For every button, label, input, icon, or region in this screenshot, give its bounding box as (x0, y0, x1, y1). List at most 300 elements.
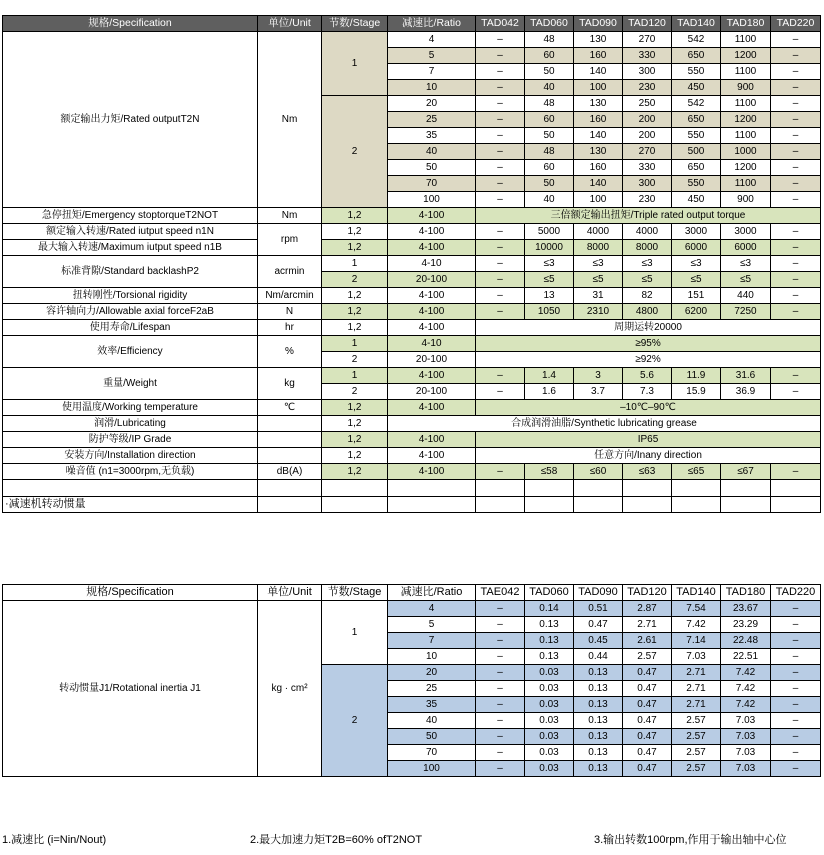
empty-cell (322, 480, 388, 497)
value-cell: – (476, 745, 525, 761)
torque-row (3, 32, 821, 48)
row-label: 防护等级/IP Grade (3, 432, 258, 448)
unit-cell: rpm (258, 224, 322, 256)
row-label: 标准背隙/Standard backlashP2 (3, 256, 258, 288)
value-cell: 15.9 (672, 384, 721, 400)
value-cell: – (476, 713, 525, 729)
value-cell: 1000 (721, 144, 771, 160)
ratio-cell: 70 (388, 176, 476, 192)
value-cell: – (771, 256, 821, 272)
ratio-cell: 10 (388, 649, 476, 665)
install-row (3, 448, 821, 464)
value-cell: ≤58 (525, 464, 574, 480)
value-cell: – (476, 304, 525, 320)
footer-notes (0, 829, 824, 849)
value-cell: 6200 (672, 304, 721, 320)
stage-cell: 2 (322, 272, 388, 288)
value-cell: 450 (672, 192, 721, 208)
value-cell: 7.03 (721, 729, 771, 745)
value-cell: ≤65 (672, 464, 721, 480)
value-cell: 2.71 (672, 665, 721, 681)
ratio-cell: 4-100 (388, 448, 476, 464)
column-header: TAD220 (771, 16, 821, 32)
value-cell: 2310 (574, 304, 623, 320)
value-cell: 22.48 (721, 633, 771, 649)
value-cell: – (771, 745, 821, 761)
stage-cell: 1,2 (322, 240, 388, 256)
value-cell: – (476, 64, 525, 80)
value-cell: 0.03 (525, 665, 574, 681)
value-cell: 8000 (574, 240, 623, 256)
ratio-cell: 4-100 (388, 208, 476, 224)
value-cell: – (476, 288, 525, 304)
value-cell: 0.13 (574, 729, 623, 745)
unit-cell: Nm (258, 208, 322, 224)
value-cell: – (771, 633, 821, 649)
value-cell: 4000 (623, 224, 672, 240)
stage-cell: 1,2 (322, 288, 388, 304)
value-cell: 300 (623, 64, 672, 80)
value-cell: 1.6 (525, 384, 574, 400)
value-cell: – (476, 128, 525, 144)
value-cell: 7.42 (672, 617, 721, 633)
row-label: 安装方向/Installation direction (3, 448, 258, 464)
ratio-cell: 25 (388, 112, 476, 128)
column-header: 节数/Stage (322, 16, 388, 32)
value-cell: 1100 (721, 64, 771, 80)
value-cell: 100 (574, 80, 623, 96)
value-cell: 40 (525, 192, 574, 208)
column-header: 减速比/Ratio (388, 16, 476, 32)
value-cell: – (771, 144, 821, 160)
value-cell: 7.03 (672, 649, 721, 665)
value-cell: 7.42 (721, 665, 771, 681)
section-title: ·减速机转动惯量 (3, 497, 258, 513)
value-cell: 7.42 (721, 697, 771, 713)
value-cell: 50 (525, 64, 574, 80)
noise-row (3, 464, 821, 480)
value-cell: 2.87 (623, 601, 672, 617)
column-header: TAD120 (623, 585, 672, 601)
row-label: 额定输入转速/Rated iutput speed n1N (3, 224, 258, 240)
ratio-cell: 50 (388, 160, 476, 176)
value-cell: 160 (574, 112, 623, 128)
value-cell: – (771, 128, 821, 144)
value-cell: 140 (574, 64, 623, 80)
value-cell: 160 (574, 160, 623, 176)
value-cell: 4000 (574, 224, 623, 240)
value-cell: 650 (672, 112, 721, 128)
value-cell: ≤3 (525, 256, 574, 272)
value-cell: – (476, 160, 525, 176)
unit-cell: hr (258, 320, 322, 336)
empty-cell (721, 480, 771, 497)
max-input-row (3, 240, 821, 256)
value-cell: 7.14 (672, 633, 721, 649)
value-cell: – (771, 729, 821, 745)
value-cell: 2.71 (623, 617, 672, 633)
inertia-table (2, 584, 821, 777)
ratio-cell: 4-100 (388, 288, 476, 304)
ratio-cell: 50 (388, 729, 476, 745)
weight-row (3, 368, 821, 384)
value-cell: 650 (672, 48, 721, 64)
ratio-cell: 4 (388, 32, 476, 48)
ratio-cell: 20-100 (388, 352, 476, 368)
column-header: TAD220 (771, 585, 821, 601)
stage-cell: 1,2 (322, 208, 388, 224)
ratio-cell: 20 (388, 665, 476, 681)
unit-cell: Nm/arcmin (258, 288, 322, 304)
column-header: TAD042 (476, 16, 525, 32)
value-cell: 1100 (721, 96, 771, 112)
merged-value-cell: –10℃–90℃ (476, 400, 821, 416)
ratio-cell: 4-100 (388, 432, 476, 448)
unit-cell: % (258, 336, 322, 368)
value-cell: 22.51 (721, 649, 771, 665)
value-cell: 0.14 (525, 601, 574, 617)
stage-cell: 1,2 (322, 432, 388, 448)
ratio-cell: 4-100 (388, 400, 476, 416)
value-cell: 2.57 (672, 761, 721, 777)
ip-row (3, 432, 821, 448)
ratio-cell: 25 (388, 681, 476, 697)
value-cell: – (476, 224, 525, 240)
backlash-row (3, 256, 821, 272)
value-cell: 0.03 (525, 697, 574, 713)
value-cell: – (771, 96, 821, 112)
column-header: 单位/Unit (258, 585, 322, 601)
ratio-cell: 70 (388, 745, 476, 761)
value-cell: 140 (574, 128, 623, 144)
value-cell: – (771, 160, 821, 176)
ratio-cell: 4-100 (388, 224, 476, 240)
ratio-cell: 40 (388, 713, 476, 729)
value-cell: 130 (574, 32, 623, 48)
value-cell: – (771, 224, 821, 240)
value-cell: 1050 (525, 304, 574, 320)
value-cell: 0.13 (525, 617, 574, 633)
column-header: TAD140 (672, 585, 721, 601)
row-label: 最大输入转速/Maximum iutput speed n1B (3, 240, 258, 256)
value-cell: 7.54 (672, 601, 721, 617)
empty-cell (476, 497, 525, 513)
value-cell: – (771, 240, 821, 256)
ratio-cell: 4-10 (388, 336, 476, 352)
value-cell: ≤5 (525, 272, 574, 288)
merged-value-cell: ≥95% (476, 336, 821, 352)
value-cell: 1100 (721, 32, 771, 48)
ratio-cell: 4-100 (388, 240, 476, 256)
value-cell: 0.47 (623, 713, 672, 729)
stage-cell: 1 (322, 601, 388, 665)
value-cell: 60 (525, 160, 574, 176)
ratio-cell: 35 (388, 697, 476, 713)
value-cell: 7.3 (623, 384, 672, 400)
column-header: 规格/Specification (3, 585, 258, 601)
value-cell: 270 (623, 32, 672, 48)
unit-cell: Nm (258, 32, 322, 208)
value-cell: – (476, 384, 525, 400)
ratio-cell: 20-100 (388, 272, 476, 288)
ratio-cell: 35 (388, 128, 476, 144)
stage-cell: 1 (322, 32, 388, 96)
ratio-cell: 10 (388, 80, 476, 96)
value-cell: 3000 (721, 224, 771, 240)
value-cell: 1100 (721, 176, 771, 192)
value-cell: – (771, 272, 821, 288)
value-cell: 48 (525, 96, 574, 112)
value-cell: 7250 (721, 304, 771, 320)
value-cell: 450 (672, 80, 721, 96)
value-cell: – (476, 633, 525, 649)
value-cell: – (771, 48, 821, 64)
value-cell: 542 (672, 32, 721, 48)
unit-cell: acrmin (258, 256, 322, 288)
value-cell: 7.03 (721, 713, 771, 729)
row-label: 急停扭矩/Emergency stoptorqueT2NOT (3, 208, 258, 224)
empty-cell (525, 497, 574, 513)
value-cell: 2.61 (623, 633, 672, 649)
value-cell: 500 (672, 144, 721, 160)
merged-value-cell: 周期运转20000 (476, 320, 821, 336)
row-label: 扭转刚性/Torsional rigidity (3, 288, 258, 304)
ratio-cell: 5 (388, 617, 476, 633)
value-cell: – (476, 601, 525, 617)
value-cell: 0.03 (525, 745, 574, 761)
axial-row (3, 304, 821, 320)
column-header: TAD090 (574, 16, 623, 32)
value-cell: 2.57 (672, 729, 721, 745)
value-cell: 0.03 (525, 761, 574, 777)
stage-cell: 1,2 (322, 304, 388, 320)
stage-cell: 1,2 (322, 400, 388, 416)
column-header: TAD120 (623, 16, 672, 32)
value-cell: 13 (525, 288, 574, 304)
value-cell: 0.47 (623, 761, 672, 777)
stage-cell: 1,2 (322, 224, 388, 240)
value-cell: – (476, 192, 525, 208)
ratio-cell: 40 (388, 144, 476, 160)
value-cell: 0.13 (574, 761, 623, 777)
value-cell: – (771, 176, 821, 192)
value-cell: 542 (672, 96, 721, 112)
value-cell: 2.71 (672, 697, 721, 713)
header-row (3, 16, 821, 32)
empty-cell (771, 497, 821, 513)
value-cell: – (476, 96, 525, 112)
value-cell: 300 (623, 176, 672, 192)
value-cell: – (771, 80, 821, 96)
stage-cell: 2 (322, 665, 388, 777)
value-cell: – (771, 697, 821, 713)
column-header: TAD180 (721, 16, 771, 32)
empty-cell (322, 497, 388, 513)
life-row (3, 320, 821, 336)
empty-cell (3, 480, 258, 497)
row-label: 噪音值 (n1=3000rpm,无负载) (3, 464, 258, 480)
value-cell: 50 (525, 176, 574, 192)
value-cell: 230 (623, 192, 672, 208)
row-label: 额定输出力矩/Rated outputT2N (3, 32, 258, 208)
value-cell: 36.9 (721, 384, 771, 400)
value-cell: 2.57 (623, 649, 672, 665)
value-cell: – (476, 617, 525, 633)
column-header: TAD140 (672, 16, 721, 32)
value-cell: – (771, 649, 821, 665)
value-cell: – (771, 601, 821, 617)
value-cell: 330 (623, 160, 672, 176)
unit-cell (258, 448, 322, 464)
value-cell: 50 (525, 128, 574, 144)
empty-cell (574, 480, 623, 497)
value-cell: 7.03 (721, 761, 771, 777)
column-header: TAD180 (721, 585, 771, 601)
ratio-cell: 100 (388, 192, 476, 208)
value-cell: 130 (574, 96, 623, 112)
stage-cell: 1,2 (322, 416, 388, 432)
value-cell: 100 (574, 192, 623, 208)
merged-value-cell: 合成润滑油脂/Synthetic lubricating grease (388, 416, 821, 432)
value-cell: 3000 (672, 224, 721, 240)
value-cell: – (771, 368, 821, 384)
value-cell: 0.03 (525, 681, 574, 697)
value-cell: 0.44 (574, 649, 623, 665)
value-cell: 1200 (721, 48, 771, 64)
value-cell: – (771, 112, 821, 128)
unit-cell: kg · cm² (258, 601, 322, 777)
value-cell: ≤5 (672, 272, 721, 288)
column-header: 规格/Specification (3, 16, 258, 32)
value-cell: 0.13 (574, 745, 623, 761)
value-cell: ≤60 (574, 464, 623, 480)
unit-cell (258, 416, 322, 432)
value-cell: 140 (574, 176, 623, 192)
row-label: 使用寿命/Lifespan (3, 320, 258, 336)
value-cell: – (771, 192, 821, 208)
value-cell: – (476, 665, 525, 681)
value-cell: 7.03 (721, 745, 771, 761)
ratio-cell: 20 (388, 96, 476, 112)
value-cell: 330 (623, 48, 672, 64)
value-cell: 1100 (721, 128, 771, 144)
value-cell: 0.51 (574, 601, 623, 617)
section-title-row (3, 497, 821, 513)
value-cell: 2.71 (672, 681, 721, 697)
empty-cell (771, 480, 821, 497)
value-cell: ≤3 (721, 256, 771, 272)
ratio-cell: 4-100 (388, 304, 476, 320)
spec-table (2, 15, 821, 513)
value-cell: 0.13 (525, 633, 574, 649)
merged-value-cell: 任意方向/Inany direction (476, 448, 821, 464)
column-header: 节数/Stage (322, 585, 388, 601)
rigidity-row (3, 288, 821, 304)
stage-cell: 1,2 (322, 320, 388, 336)
value-cell: 6000 (721, 240, 771, 256)
stage-cell: 2 (322, 96, 388, 208)
value-cell: 270 (623, 144, 672, 160)
value-cell: 23.29 (721, 617, 771, 633)
ratio-cell: 100 (388, 761, 476, 777)
value-cell: 440 (721, 288, 771, 304)
value-cell: – (476, 256, 525, 272)
row-label: 润滑/Lubricating (3, 416, 258, 432)
value-cell: ≤5 (721, 272, 771, 288)
value-cell: – (771, 617, 821, 633)
value-cell: 60 (525, 112, 574, 128)
value-cell: – (476, 464, 525, 480)
ratio-cell: 7 (388, 64, 476, 80)
ratio-cell: 7 (388, 633, 476, 649)
value-cell: 5.6 (623, 368, 672, 384)
value-cell: 1200 (721, 160, 771, 176)
lubrication-row (3, 416, 821, 432)
emergency-row (3, 208, 821, 224)
column-header: TAD060 (525, 585, 574, 601)
stage-cell: 1,2 (322, 448, 388, 464)
value-cell: – (771, 384, 821, 400)
column-header: TAD060 (525, 16, 574, 32)
value-cell: – (771, 665, 821, 681)
rated-input-row (3, 224, 821, 240)
ratio-cell: 4-100 (388, 320, 476, 336)
empty-cell (672, 480, 721, 497)
value-cell: – (476, 761, 525, 777)
column-header: TAD090 (574, 585, 623, 601)
stage-cell: 1 (322, 368, 388, 384)
value-cell: 151 (672, 288, 721, 304)
stage-cell: 1,2 (322, 464, 388, 480)
row-label: 使用温度/Working temperature (3, 400, 258, 416)
header-row (3, 585, 821, 601)
empty-cell (476, 480, 525, 497)
value-cell: – (476, 176, 525, 192)
value-cell: 1200 (721, 112, 771, 128)
row-label: 转动惯量J1/Rotational inertia J1 (3, 601, 258, 777)
value-cell: 82 (623, 288, 672, 304)
stage-cell: 2 (322, 352, 388, 368)
value-cell: 23.67 (721, 601, 771, 617)
value-cell: ≤5 (623, 272, 672, 288)
ratio-cell: 20-100 (388, 384, 476, 400)
stage-cell: 1 (322, 256, 388, 272)
ratio-cell: 5 (388, 48, 476, 64)
value-cell: 650 (672, 160, 721, 176)
empty-cell (672, 497, 721, 513)
value-cell: 4800 (623, 304, 672, 320)
value-cell: – (476, 368, 525, 384)
empty-cell (388, 480, 476, 497)
value-cell: 550 (672, 176, 721, 192)
empty-cell (388, 497, 476, 513)
value-cell: – (476, 32, 525, 48)
row-label: 容许轴向力/Allowable axial forceF2aB (3, 304, 258, 320)
value-cell: 0.47 (623, 665, 672, 681)
value-cell: 60 (525, 48, 574, 64)
spacer-row (3, 480, 821, 497)
value-cell: 0.47 (623, 729, 672, 745)
value-cell: 0.13 (525, 649, 574, 665)
value-cell: – (476, 240, 525, 256)
value-cell: – (476, 144, 525, 160)
unit-cell: kg (258, 368, 322, 400)
footer-note-2: 2.最大加速力矩T2B=60% ofT2NOT (250, 834, 423, 846)
empty-cell (525, 480, 574, 497)
value-cell: – (476, 681, 525, 697)
column-header: 单位/Unit (258, 16, 322, 32)
value-cell: – (476, 112, 525, 128)
